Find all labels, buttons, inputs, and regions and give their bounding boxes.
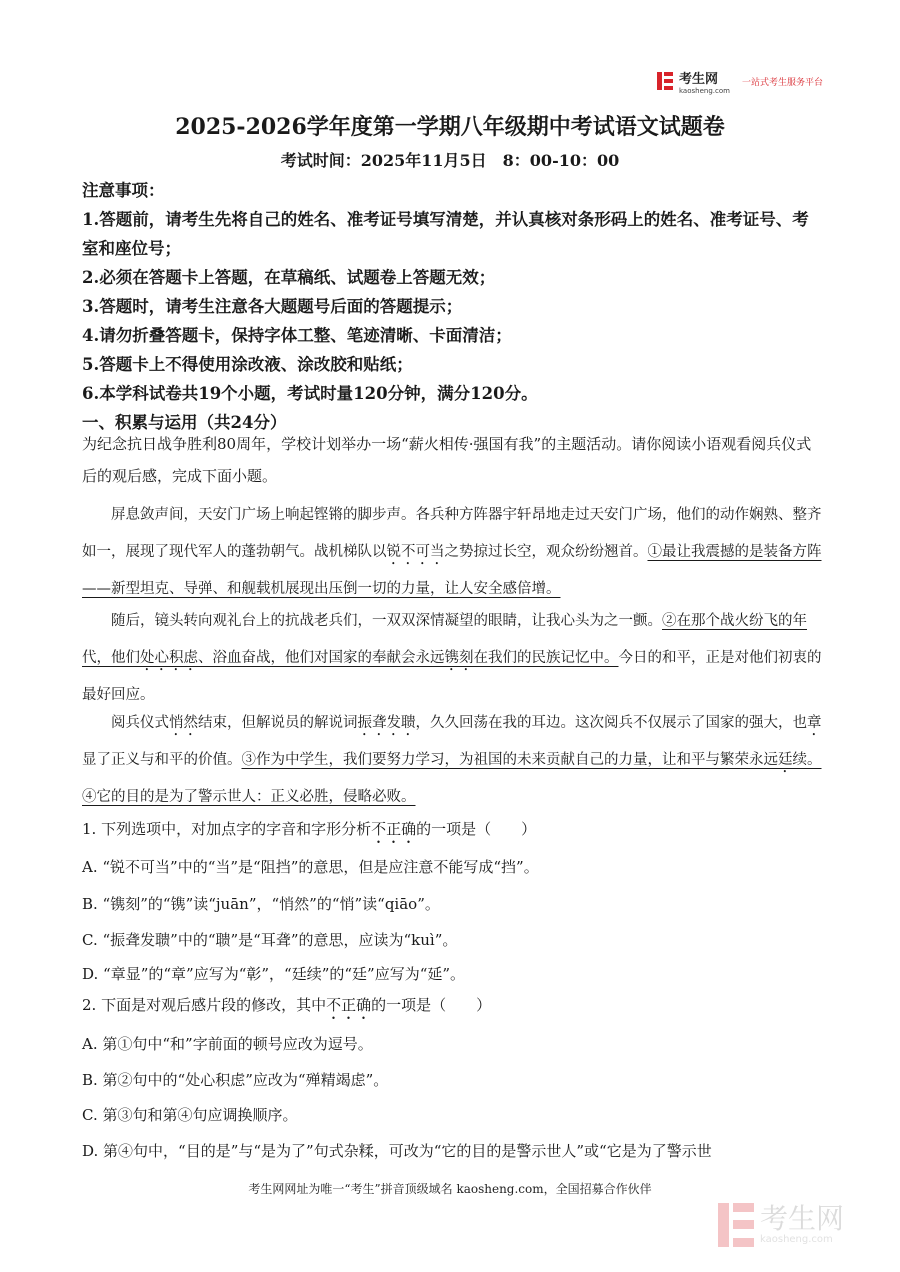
passage-text: 阅兵仪式 <box>111 715 169 731</box>
notice-item: 2.必须在答题卡上答题，在草稿纸、试题卷上答题无效； <box>82 268 496 287</box>
logo-domain: kaosheng.com <box>679 86 730 95</box>
question-2-option-b: B. 第②句中的“处心积虑”应改为“殚精竭虑”。 <box>82 1071 389 1089</box>
question-text: 的一项是（ ） <box>371 996 492 1014</box>
dotted-word: 悄然 <box>169 715 198 731</box>
notice-heading: 注意事项： <box>82 181 165 200</box>
dotted-word: 廷 <box>778 752 793 768</box>
question-text: 的一项是（ ） <box>416 820 537 838</box>
question-1-option-c: C. “振聋发聩”中的“聩”是“耳聋”的意思，应读为“kuì”。 <box>82 931 458 949</box>
passage-text: 显了正义与和平的价值。 <box>82 752 242 768</box>
brand-logo <box>657 70 823 95</box>
passage-text: 之势掠过长空，观众纷纷翘首。 <box>444 544 648 560</box>
question-1-option-b: B. “镌刻”的“镌”读“juān”，“悄然”的“悄”读“qiāo”。 <box>82 895 440 913</box>
dotted-word: 锐不可当 <box>386 544 445 560</box>
page-title: 2025-2026学年度第一学期八年级期中考试语文试题卷 <box>175 114 725 140</box>
question-2-option-d: D. 第④句中，“目的是”与“是为了”句式杂糅，可改为“它的目的是警示世人”或“它是为了警示世 <box>82 1142 712 1160</box>
exam-time: 考试时间：2025年11月5日 8：00-10：00 <box>280 151 620 170</box>
question-2-option-a: A. 第①句中“和”字前面的顿号应改为逗号。 <box>82 1035 373 1053</box>
question-2-stem <box>82 994 822 1023</box>
question-2-option-c: C. 第③句和第④句应调换顺序。 <box>82 1106 298 1124</box>
dotted-word: 镌刻 <box>444 650 474 666</box>
passage-text: 结束，但解说员的解说词 <box>198 715 358 731</box>
watermark <box>718 1190 898 1260</box>
passage-text: 屏息敛声间，天安门广场上响起铿锵的脚步声。各兵种方阵器宇轩昂地走过天安门广场，他们的动作娴熟、整齐如一，展现了现代军人的蓬勃朝气。战机梯队以 <box>82 507 822 560</box>
sentence-1: ①最让我震撼的是装备方阵——新型坦克、导弹、和舰载机展现出压倒一切的力量，让人安全感倍增。 <box>82 544 822 597</box>
notice-item: 6.本学科试卷共19个小题，考试时量120分钟，满分120分。 <box>82 384 538 403</box>
dotted-word: 章 <box>807 715 822 731</box>
notice-item: 3.答题时，请考生注意各大题题号后面的答题提示； <box>82 297 463 316</box>
sentence-2-part: 、浴血奋战，他们对国家的奉献会永远 <box>198 650 445 666</box>
question-text: 2. 下面是对观后感片段的修改，其中 <box>82 996 327 1014</box>
dotted-word: 不正确 <box>326 996 372 1014</box>
sentence-4: ④它的目的是为了警示世人：正义必胜，侵略必败。 <box>82 789 416 805</box>
question-1-option-d: D. “章显”的“章”应写为“彰”，“廷续”的“廷”应写为“延”。 <box>82 965 466 983</box>
notice-item: 5.答题卡上不得使用涂改液、涂改胶和贴纸； <box>82 355 413 374</box>
sentence-3 <box>242 752 822 768</box>
section-intro: 为纪念抗日战争胜利80周年，学校计划举办一场“薪火相传·强国有我”的主题活动。请你阅读小语观看阅兵仪式后的观后感，完成下面小题。 <box>82 435 812 485</box>
watermark-logo-icon <box>718 1203 754 1247</box>
sentence-2-part: 在我们的民族记忆中。 <box>473 650 619 666</box>
question-text: 1. 下列选项中，对加点字的字音和字形分析 <box>82 820 372 838</box>
watermark-name: 考生网 <box>760 1202 845 1235</box>
page-footer: 考生网网址为唯一“考生”拼音顶级域名 kaosheng.com，全国招募合作伙伴 <box>248 1182 652 1196</box>
section-heading: 一、积累与运用（共24分） <box>82 413 287 432</box>
logo-slogan: 一站式考生服务平台 <box>741 77 823 88</box>
dotted-word: 不正确 <box>371 820 417 838</box>
question-1-stem <box>82 818 822 847</box>
logo-name: 考生网 <box>679 71 719 87</box>
question-1-option-a: A. “锐不可当”中的“当”是“阻挡”的意思，但是应注意不能写成“挡”。 <box>82 858 539 876</box>
sentence-3-part: ③作为中学生，我们要努力学习，为祖国的未来贡献自己的力量，让和平与繁荣永远 <box>241 752 778 768</box>
dotted-word: 振聋发聩 <box>357 715 416 731</box>
passage-text: 今日的和平，正是对他们初衷的最好回应。 <box>82 650 822 703</box>
passage-paragraph-2 <box>82 603 822 714</box>
notice-section <box>82 176 822 437</box>
notice-item: 1.答题前，请考生先将自己的姓名、准考证号填写清楚，并认真核对条形码上的姓名、准考证号、考室和座位号； <box>82 210 809 258</box>
dotted-word: 处心积虑 <box>140 650 198 666</box>
passage-text: ，久久回荡在我的耳边。这次阅兵不仅展示了国家的强大，也 <box>415 715 807 731</box>
passage-paragraph-1 <box>82 497 822 608</box>
watermark-domain: kaosheng.com <box>760 1234 833 1245</box>
notice-item: 4.请勿折叠答题卡，保持字体工整、笔迹清晰、卡面清洁； <box>82 326 512 345</box>
passage-paragraph-3 <box>82 705 822 816</box>
sentence-3-part: 续。 <box>792 752 822 768</box>
sentence-2-part: ②在那个战火纷飞的年代，他们 <box>82 613 807 666</box>
logo-icon <box>657 72 673 90</box>
passage-text: 随后，镜头转向观礼台上的抗战老兵们，一双双深情凝望的眼睛，让我心头为之一颤。 <box>111 613 662 629</box>
